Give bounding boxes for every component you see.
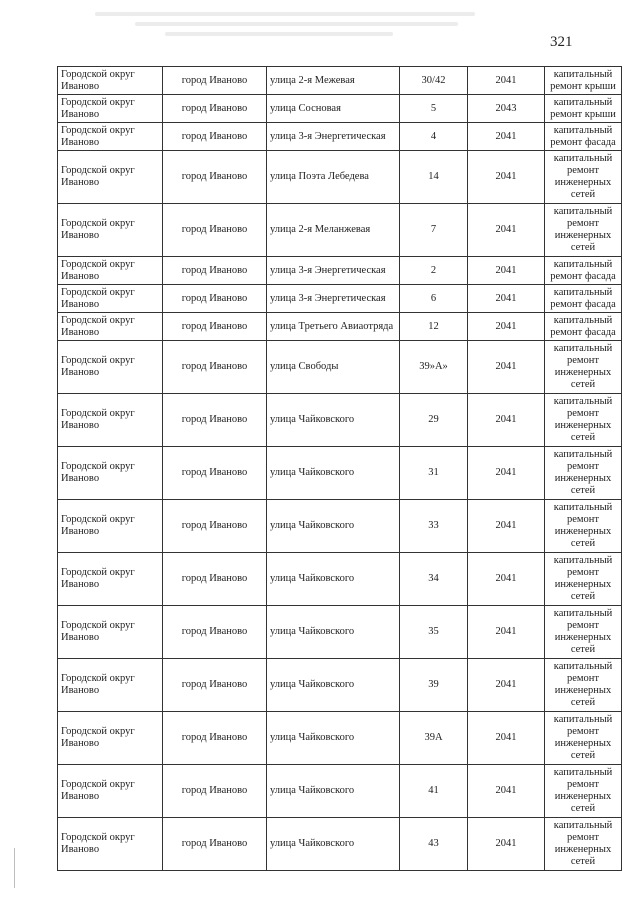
street-cell: улица Сосновая bbox=[267, 95, 400, 123]
work-type-cell: капитальный ремонт крыши bbox=[545, 67, 622, 95]
city-cell: город Иваново bbox=[163, 500, 267, 553]
street-cell: улица Чайковского bbox=[267, 818, 400, 871]
scan-margin-mark bbox=[14, 848, 15, 888]
work-type-cell: капитальный ремонт инженерных сетей bbox=[545, 151, 622, 204]
year-cell: 2041 bbox=[468, 765, 545, 818]
table-row bbox=[58, 204, 622, 257]
street-cell: улица Чайковского bbox=[267, 500, 400, 553]
table-row bbox=[58, 394, 622, 447]
year-cell: 2041 bbox=[468, 204, 545, 257]
district-cell: Городской округ Иваново bbox=[58, 123, 163, 151]
year-cell: 2041 bbox=[468, 447, 545, 500]
house-cell: 33 bbox=[400, 500, 468, 553]
year-cell: 2041 bbox=[468, 123, 545, 151]
street-cell: улица Третьего Авиаотряда bbox=[267, 313, 400, 341]
table-row bbox=[58, 500, 622, 553]
city-cell: город Иваново bbox=[163, 606, 267, 659]
city-cell: город Иваново bbox=[163, 553, 267, 606]
table-row bbox=[58, 712, 622, 765]
work-type-cell: капитальный ремонт инженерных сетей bbox=[545, 818, 622, 871]
city-cell: город Иваново bbox=[163, 394, 267, 447]
house-cell: 5 bbox=[400, 95, 468, 123]
house-cell: 4 bbox=[400, 123, 468, 151]
year-cell: 2043 bbox=[468, 95, 545, 123]
year-cell: 2041 bbox=[468, 285, 545, 313]
year-cell: 2041 bbox=[468, 553, 545, 606]
district-cell: Городской округ Иваново bbox=[58, 341, 163, 394]
district-cell: Городской округ Иваново bbox=[58, 204, 163, 257]
table-row bbox=[58, 553, 622, 606]
year-cell: 2041 bbox=[468, 394, 545, 447]
district-cell: Городской округ Иваново bbox=[58, 151, 163, 204]
street-cell: улица 2-я Межевая bbox=[267, 67, 400, 95]
house-cell: 6 bbox=[400, 285, 468, 313]
work-type-cell: капитальный ремонт инженерных сетей bbox=[545, 204, 622, 257]
work-type-cell: капитальный ремонт инженерных сетей bbox=[545, 659, 622, 712]
city-cell: город Иваново bbox=[163, 151, 267, 204]
faded-header-stamp bbox=[95, 6, 475, 50]
city-cell: город Иваново bbox=[163, 447, 267, 500]
year-cell: 2041 bbox=[468, 67, 545, 95]
street-cell: улица 3-я Энергетическая bbox=[267, 257, 400, 285]
year-cell: 2041 bbox=[468, 712, 545, 765]
street-cell: улица Чайковского bbox=[267, 765, 400, 818]
work-type-cell: капитальный ремонт фасада bbox=[545, 123, 622, 151]
table-row bbox=[58, 123, 622, 151]
house-cell: 43 bbox=[400, 818, 468, 871]
table-row bbox=[58, 151, 622, 204]
house-cell: 2 bbox=[400, 257, 468, 285]
year-cell: 2041 bbox=[468, 313, 545, 341]
work-type-cell: капитальный ремонт инженерных сетей bbox=[545, 765, 622, 818]
work-type-cell: капитальный ремонт крыши bbox=[545, 95, 622, 123]
city-cell: город Иваново bbox=[163, 818, 267, 871]
house-cell: 41 bbox=[400, 765, 468, 818]
street-cell: улица Чайковского bbox=[267, 447, 400, 500]
house-cell: 12 bbox=[400, 313, 468, 341]
street-cell: улица Чайковского bbox=[267, 659, 400, 712]
work-type-cell: капитальный ремонт фасада bbox=[545, 285, 622, 313]
district-cell: Городской округ Иваново bbox=[58, 765, 163, 818]
street-cell: улица 2-я Меланжевая bbox=[267, 204, 400, 257]
district-cell: Городской округ Иваново bbox=[58, 257, 163, 285]
table-row bbox=[58, 95, 622, 123]
city-cell: город Иваново bbox=[163, 204, 267, 257]
city-cell: город Иваново bbox=[163, 95, 267, 123]
work-type-cell: капитальный ремонт фасада bbox=[545, 257, 622, 285]
table-row bbox=[58, 447, 622, 500]
city-cell: город Иваново bbox=[163, 123, 267, 151]
table-row bbox=[58, 606, 622, 659]
district-cell: Городской округ Иваново bbox=[58, 606, 163, 659]
house-cell: 39А bbox=[400, 712, 468, 765]
district-cell: Городской округ Иваново bbox=[58, 447, 163, 500]
city-cell: город Иваново bbox=[163, 712, 267, 765]
year-cell: 2041 bbox=[468, 818, 545, 871]
district-cell: Городской округ Иваново bbox=[58, 659, 163, 712]
house-cell: 30/42 bbox=[400, 67, 468, 95]
street-cell: улица 3-я Энергетическая bbox=[267, 285, 400, 313]
house-cell: 29 bbox=[400, 394, 468, 447]
city-cell: город Иваново bbox=[163, 341, 267, 394]
district-cell: Городской округ Иваново bbox=[58, 553, 163, 606]
house-cell: 39»А» bbox=[400, 341, 468, 394]
table-row bbox=[58, 341, 622, 394]
district-cell: Городской округ Иваново bbox=[58, 500, 163, 553]
table-row bbox=[58, 257, 622, 285]
city-cell: город Иваново bbox=[163, 285, 267, 313]
year-cell: 2041 bbox=[468, 151, 545, 204]
year-cell: 2041 bbox=[468, 659, 545, 712]
house-cell: 31 bbox=[400, 447, 468, 500]
page-number: 321 bbox=[550, 34, 573, 50]
city-cell: город Иваново bbox=[163, 313, 267, 341]
street-cell: улица Чайковского bbox=[267, 394, 400, 447]
work-type-cell: капитальный ремонт инженерных сетей bbox=[545, 606, 622, 659]
year-cell: 2041 bbox=[468, 500, 545, 553]
table-row bbox=[58, 659, 622, 712]
work-type-cell: капитальный ремонт инженерных сетей bbox=[545, 500, 622, 553]
street-cell: улица Свободы bbox=[267, 341, 400, 394]
house-cell: 39 bbox=[400, 659, 468, 712]
district-cell: Городской округ Иваново bbox=[58, 95, 163, 123]
street-cell: улица 3-я Энергетическая bbox=[267, 123, 400, 151]
year-cell: 2041 bbox=[468, 341, 545, 394]
street-cell: улица Чайковского bbox=[267, 606, 400, 659]
city-cell: город Иваново bbox=[163, 765, 267, 818]
city-cell: город Иваново bbox=[163, 67, 267, 95]
city-cell: город Иваново bbox=[163, 659, 267, 712]
work-type-cell: капитальный ремонт инженерных сетей bbox=[545, 553, 622, 606]
table-row bbox=[58, 285, 622, 313]
district-cell: Городской округ Иваново bbox=[58, 67, 163, 95]
district-cell: Городской округ Иваново bbox=[58, 712, 163, 765]
table-row bbox=[58, 765, 622, 818]
work-type-cell: капитальный ремонт инженерных сетей bbox=[545, 394, 622, 447]
street-cell: улица Чайковского bbox=[267, 553, 400, 606]
year-cell: 2041 bbox=[468, 257, 545, 285]
house-cell: 7 bbox=[400, 204, 468, 257]
house-cell: 35 bbox=[400, 606, 468, 659]
year-cell: 2041 bbox=[468, 606, 545, 659]
work-type-cell: капитальный ремонт инженерных сетей bbox=[545, 341, 622, 394]
work-type-cell: капитальный ремонт фасада bbox=[545, 313, 622, 341]
work-type-cell: капитальный ремонт инженерных сетей bbox=[545, 712, 622, 765]
street-cell: улица Поэта Лебедева bbox=[267, 151, 400, 204]
house-cell: 34 bbox=[400, 553, 468, 606]
work-type-cell: капитальный ремонт инженерных сетей bbox=[545, 447, 622, 500]
city-cell: город Иваново bbox=[163, 257, 267, 285]
house-cell: 14 bbox=[400, 151, 468, 204]
street-cell: улица Чайковского bbox=[267, 712, 400, 765]
table-row bbox=[58, 818, 622, 871]
district-cell: Городской округ Иваново bbox=[58, 818, 163, 871]
table-row bbox=[58, 313, 622, 341]
district-cell: Городской округ Иваново bbox=[58, 313, 163, 341]
district-cell: Городской округ Иваново bbox=[58, 285, 163, 313]
district-cell: Городской округ Иваново bbox=[58, 394, 163, 447]
table-row bbox=[58, 67, 622, 95]
repair-schedule-table bbox=[57, 66, 622, 871]
